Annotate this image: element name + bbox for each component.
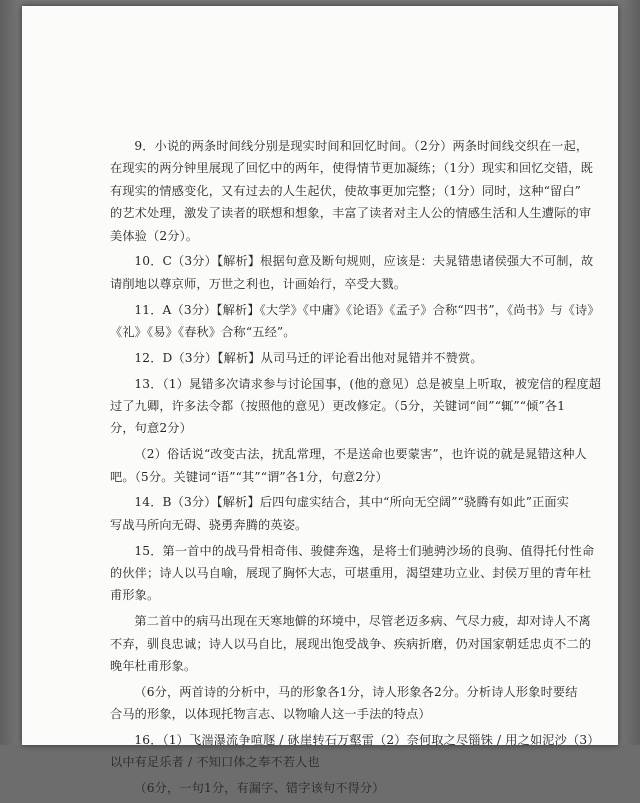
text-line: 不弃，驯良忠诚；诗人以马自比，展现出饱受战争、疾病折磨，仍对国家朝廷忠贞不二的 [110,636,592,651]
text-line: 分，句意2分） [110,421,192,436]
text-line: 请削地以尊京师，万世之利也，计画始行，卒受大戮。 [110,276,407,291]
page-content [110,135,602,803]
paragraph-answer-13-2 [110,443,587,488]
text-line: 以中有足乐者 / 不知口体之奉不若人也 [110,755,320,770]
text-line: 14．B（3分）【解析】后四句虚实结合，其中“所向无空阔”“骁腾有如此”正面实 [134,495,570,510]
text-line: 10．C（3分）【解析】根据句意及断句规则，应该是：夫晁错患诸侯强大不可制，故 [134,254,594,269]
paragraph-answer-14 [110,491,580,536]
text-line: 的艺术处理，激发了读者的联想和想象，丰富了读者对主人公的情感生活和人生遭际的审 [110,206,592,221]
text-line: （2）俗话说“改变古法，扰乱常理，不是送命也要蒙害”，也许说的就是晁错这种人 [134,447,587,462]
text-line: （6分，两首诗的分析中，马的形象各1分，诗人形象各2分。分析诗人形象时要结 [134,684,578,699]
text-line: 合马的形象，以体现托物言志、以物喻人这一手法的特点） [110,707,431,722]
text-line: 12．D（3分）【解析】从司马迁的评论看出他对晁错并不赞赏。 [134,350,483,365]
text-line: 《礼》《易》《春秋》合称“五经”。 [110,325,296,340]
paragraph-answer-15-a [110,540,595,607]
text-line: 美体验（2分）。 [110,228,199,243]
text-line: 甫形象。 [110,588,160,603]
text-line: 过了九卿，许多法令都（按照他的意见）更改修定。（5分，关键词“间”“辄”“倾”各1 [110,399,566,414]
text-line: 吧。（5分。关键词“语”“其”“谓”各1分，句意2分） [110,469,388,484]
text-line: 9．小说的两条时间线分别是现实时间和回忆时间。（2分）两条时间线交织在一起， [134,139,589,153]
paragraph-answer-15-b [110,610,592,677]
text-line: 的伙伴；诗人以马自喻，展现了胸怀大志，可堪重用，渴望建功立业、封侯万里的青年杜 [110,566,592,581]
text-line: （6分，一句1分，有漏字、错字该句不得分） [134,781,385,796]
text-line: 13．（1）晁错多次请求参与讨论国事，(他的意见）总是被皇上听取，被宠信的程度超 [134,376,602,391]
paragraph-answer-9 [110,135,593,247]
text-line: 晚年杜甫形象。 [110,659,197,674]
text-line: 第二首中的病马出现在天寒地僻的环境中，尽管老迈多病、气尽力疲，却对诗人不离 [134,614,591,629]
paragraph-answer-16 [110,729,600,774]
paragraph-answer-15-c [110,681,580,726]
paragraph-answer-13-1 [110,373,602,440]
document-page[interactable] [22,6,618,796]
text-line: 11．A（3分）【解析】《大学》《中庸》《论语》《孟子》合称“四书”，《尚书》与《诗》 [134,302,600,317]
text-line: 15．第一首中的战马骨相奇伟、骏健奔逸，是将士们驰骋沙场的良驹、值得托付性命 [134,543,595,558]
text-line: 在现实的两分钟里展现了回忆中的两年，使得情节更加凝练；（1分）现实和回忆交错，既 [110,161,593,176]
text-line: 有现实的情感变化，又有过去的人生起伏，使故事更加完整；（1分）同时，这种“留白” [110,183,582,198]
paragraph-answer-16-score [110,777,580,799]
paragraph-answer-12 [110,347,580,369]
text-line: 写战马所向无碍、骁勇奔腾的英姿。 [110,517,308,532]
paragraph-answer-11 [110,299,600,344]
paragraph-answer-10 [110,250,594,295]
text-line: 16．（1）飞湍瀑流争喧豗 / 砯崖转石万壑雷（2）奈何取之尽锱铢 / 用之如泥沙（3） [134,733,600,748]
